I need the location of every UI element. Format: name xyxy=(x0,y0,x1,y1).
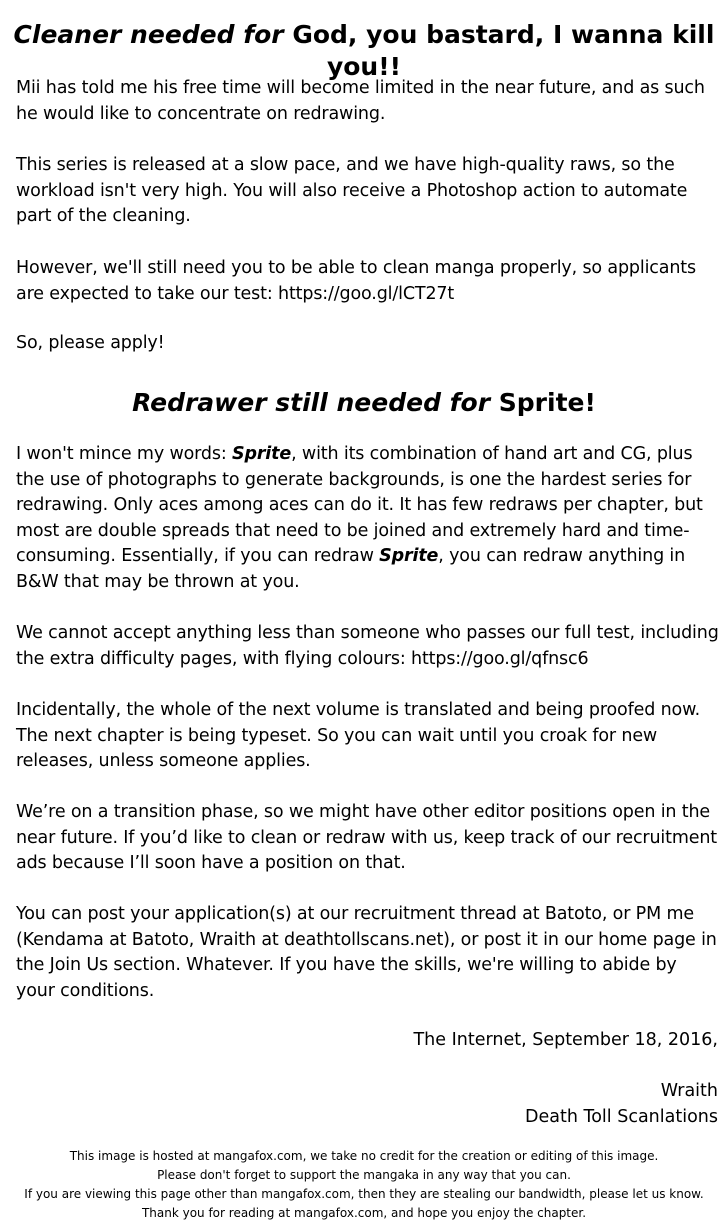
signature-name: Wraith xyxy=(660,1081,718,1101)
paragraph-transition-phase: We’re on a transition phase, so we might have other editor positions open in the near future. If you’d like to clean or redraw with us, keep track of our recruitment ads because I’ll soon have a position on that. xyxy=(16,802,717,873)
redrawer-heading xyxy=(0,387,728,419)
paragraph-series-pace: This series is released at a slow pace, and we have high-quality raws, so the workload isn't very high. You will also receive a Photoshop action to automate part of the cleaning. xyxy=(16,155,688,226)
text-fragment: , with its combination of hand art and CG, plus the use of photographs to generate backgrounds, is one the hardest series for redrawing. Only aces among aces can do it. It has few redraws per chapter, but most are double spreads that need to be joined and extremely hard and time-consuming. Essentially, if you can redraw xyxy=(16,444,703,566)
hosting-notice xyxy=(0,1147,728,1223)
paragraph-sprite-difficulty xyxy=(16,442,720,595)
series-name-emphasis: Sprite xyxy=(231,444,292,464)
paragraph-cleaning-test: However, we'll still need you to be able to clean manga properly, so applicants are expected to take our test: https://goo.gl/lCT27t xyxy=(16,258,696,304)
paragraph-please-apply: So, please apply! xyxy=(16,333,165,353)
signature-date: The Internet, September 18, 2016, xyxy=(413,1030,718,1050)
paragraph-application: You can post your application(s) at our recruitment thread at Batoto, or PM me (Kendama at Batoto, Wraith at deathtollscans.net), or post it in our home page in the Join Us section. Whatever. If you have the skills, we're willing to abide by your conditions. xyxy=(16,904,717,1001)
hosting-notice-line: Please don't forget to support the mangaka in any way that you can. xyxy=(157,1168,571,1182)
cleaner-heading xyxy=(0,19,728,83)
text-fragment: I won't mince my words: xyxy=(16,444,232,464)
hosting-notice-line: If you are viewing this page other than mangafox.com, then they are stealing our bandwidth, please let us know. xyxy=(24,1187,704,1201)
cleaner-heading-italic: Cleaner needed for xyxy=(13,20,284,49)
paragraph-full-test: We cannot accept anything less than someone who passes our full test, including the extra difficulty pages, with flying colours: https://goo.gl/qfnsc6 xyxy=(16,623,719,669)
signature-group: Death Toll Scanlations xyxy=(525,1107,718,1127)
hosting-notice-line: Thank you for reading at mangafox.com, and hope you enjoy the chapter. xyxy=(141,1206,587,1220)
series-name-emphasis: Sprite xyxy=(379,546,439,566)
text-fragment: , you can redraw anything in B&W that may be thrown at you. xyxy=(16,546,686,592)
cleaner-heading-rest: God, you bastard, I wanna kill you!! xyxy=(283,20,715,81)
paragraph-next-volume: Incidentally, the whole of the next volume is translated and being proofed now. The next chapter is being typeset. So you can wait until you croak for new releases, unless someone applies. xyxy=(16,700,701,771)
paragraph-mii-free-time: Mii has told me his free time will become limited in the near future, and as such he would like to concentrate on redrawing. xyxy=(16,78,705,124)
hosting-notice-line: This image is hosted at mangafox.com, we take no credit for the creation or editing of this image. xyxy=(69,1149,659,1163)
redrawer-heading-rest: Sprite! xyxy=(490,388,596,417)
redrawer-heading-italic: Redrawer still needed for xyxy=(132,388,491,417)
